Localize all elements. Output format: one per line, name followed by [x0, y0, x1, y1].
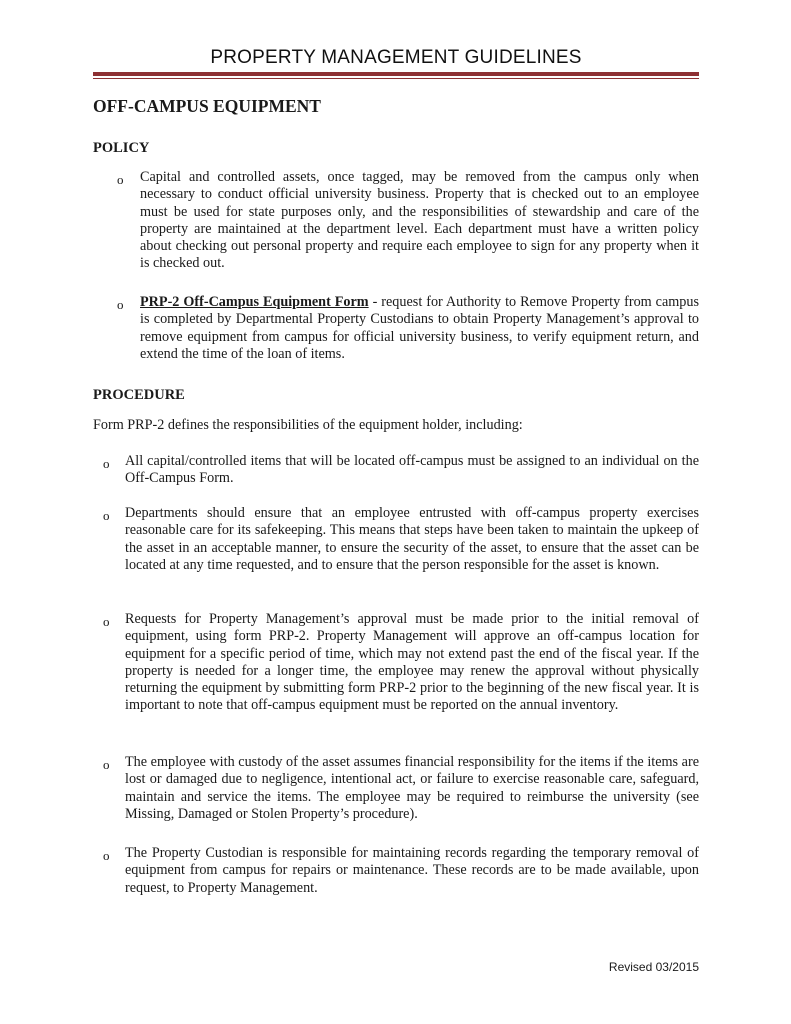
header-rule-thick: [93, 72, 699, 76]
policy-bullet-2-marker: o: [117, 297, 124, 312]
policy-item-2: [140, 294, 699, 363]
procedure-bullet-1-marker: o: [103, 456, 110, 471]
procedure-item-1: All capital/controlled items that will be located off-campus must be assigned to an individual on the Off-Campus Form.: [125, 453, 699, 487]
procedure-bullet-3-marker: o: [103, 614, 110, 629]
revision-date: Revised 03/2015: [608, 960, 699, 974]
procedure-item-3: Requests for Property Management’s approval must be made prior to the initial removal of equipment, using form PRP-2. Property Management will approve an off-campus location for equipment for a specific period of time, which may not extend past the end of the fiscal year. If the property is needed for a longer time, the employee may renew the approval without physically returning the equipment by submitting form PRP-2 prior to the beginning of the new fiscal year. It is important to note that off-campus equipment must be reported on the annual inventory.: [125, 611, 699, 714]
procedure-bullet-4-marker: o: [103, 757, 110, 772]
procedure-item-2: Departments should ensure that an employee entrusted with off-campus property exercises reasonable care for its safekeeping. This means that steps have been taken to maintain the upkeep of the asset in an acceptable manner, to ensure the security of the asset, to ensure that the asset can be located at any time requested, and to ensure that the person responsible for the asset is known.: [125, 505, 699, 573]
page-header-title: PROPERTY MANAGEMENT GUIDELINES: [210, 47, 582, 68]
header-rule-thin: [93, 78, 699, 79]
procedure-heading: PROCEDURE: [93, 387, 185, 403]
procedure-item-5: The Property Custodian is responsible for maintaining records regarding the temporary removal of equipment from campus for repairs or maintenance. These records are to be made available, upon request, to Property Management.: [125, 845, 699, 896]
procedure-intro: Form PRP-2 defines the responsibilities of the equipment holder, including:: [93, 417, 523, 433]
procedure-bullet-2-marker: o: [103, 508, 110, 523]
policy-heading: POLICY: [93, 140, 150, 156]
policy-bullet-1-marker: o: [117, 172, 124, 187]
section-title: OFF-CAMPUS EQUIPMENT: [93, 96, 321, 116]
procedure-item-4: The employee with custody of the asset assumes financial responsibility for the items if the items are lost or damaged due to negligence, intentional act, or failure to exercise reasonable care, safeguard, maintain and service the items. The employee may be required to reimburse the university (see Missing, Damaged or Stolen Property’s procedure).: [125, 754, 699, 822]
procedure-bullet-5-marker: o: [103, 848, 110, 863]
policy-item-1: Capital and controlled assets, once tagged, may be removed from the campus only when necessary to conduct official university business. Property that is checked out to an employee must be used for state purposes only, and the responsibilities of stewardship and care of the property are maintained at the department level. Each department must have a written policy about checking out personal property and require each employee to sign for any property when it is checked out.: [140, 169, 699, 272]
prp2-form-link[interactable]: PRP-2 Off-Campus Equipment Form: [140, 294, 369, 310]
policy-item-2-text: - request for Authority to Remove Property from campus is completed by Departmental Property Custodians to obtain Property Management’s approval to remove equipment from campus for official university business, to verify equipment return, and extend the time of the loan of items.: [140, 294, 700, 362]
